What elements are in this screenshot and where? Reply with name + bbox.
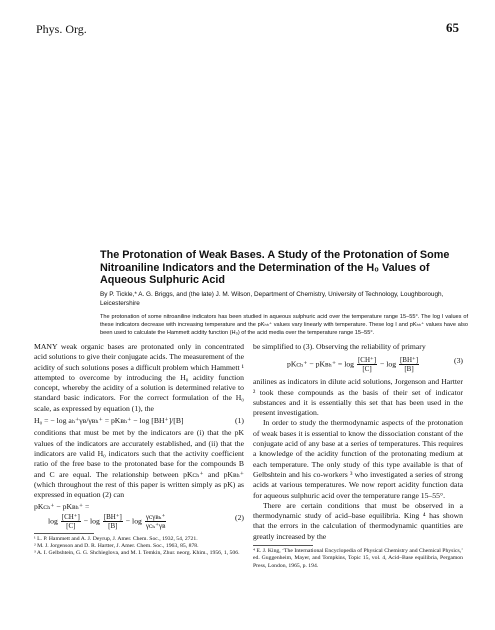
fraction-numerator: [BH⁺] <box>103 512 122 521</box>
equation-2-log-b: − log <box>83 516 100 526</box>
equation-2-lhs: pKᴄₕ⁺ − pKʙₕ⁺ = <box>34 502 90 512</box>
equation-2-fraction-1 <box>61 513 81 530</box>
footnote-3: ³ A. I. Gelbshtein, G. G. Shchieglova, and M. I. Temkin, Zhur. neorg. Khim., 1956, 1, 506. <box>34 550 240 557</box>
equation-2 <box>34 502 244 529</box>
footnote-2: ² M. J. Jorgenson and D. R. Hartter, J. Amer. Chem. Soc., 1963, 85, 878. <box>34 543 199 550</box>
intro-paragraph: MANY weak organic bases are protonated only in concentrated acid solutions to give their conjugate acids. The measurement of the acidity of such solutions poses a difficult problem which Hammett ¹ attempted to overcome by introducing the H₀ acidity function concept, whereby the acidity of a solution is determined relative to standard basic indicators. For the correct formulation of the H₀ scale, as expressed by equation (1), the <box>34 342 244 413</box>
fraction-denominator: [B] <box>404 365 414 374</box>
conditions-paragraph: conditions that must be met by the indicators are (i) that the pK values of the indicators are accurately established, and (ii) that the indicators are valid H₀ indicators such that the activity coefficient ratio of the free base to the protonated base for the compounds B and C are equal. The relationship between pKᴄₕ⁺ and pKʙₕ⁺ (which throughout the rest of this paper is written simply as pK) as expressed in equation (2) can <box>34 428 244 500</box>
equation-3-log-b: − log <box>379 359 397 369</box>
equation-3-lhs: pKᴄₕ⁺ − pKʙₕ⁺ = log <box>286 359 355 369</box>
equation-2-fraction-3 <box>145 513 167 530</box>
equation-3-fraction-1 <box>357 356 377 373</box>
footnote-4: ⁴ E. J. King, ‘The International Encyclopedia of Physical Chemistry and Chemical Physics,’ ed. Guggenheim, Mayer, and Tompkins, Topic 15, vol. 4, Acid–Base equilibria, Pergamon Press, London, 1965, p. 194. <box>253 548 463 569</box>
fraction-denominator: [B] <box>108 521 118 530</box>
left-column <box>34 342 244 558</box>
thermodynamics-paragraph: In order to study the thermodynamic aspects of the protonation of weak bases it is essential to know the dissociation constant of the conjugate acid of any base at a series of temperatures. This requires a knowledge of the acidity function of the protonating medium at each temperature. The only study of this type available is that of Gelbshtein and his co-workers ³ who investigated a series of strong acids at various temperatures. We now report acidity function data for aqueous sulphuric acid over the temperature range 15–55°. <box>253 418 463 500</box>
fraction-numerator: [CH⁺] <box>61 512 80 521</box>
indicators-paragraph: anilines as indicators in dilute acid solutions, Jorgenson and Hartter ² took these compounds as the basis of their set of indicator substances and it is essentially this set that has been used in the present investigation. <box>253 377 463 418</box>
right-column <box>253 342 463 570</box>
footnote-1: ¹ L. P. Hammett and A. J. Deyrup, J. Amer. Chem. Soc., 1932, 54, 2721. <box>34 535 198 542</box>
fraction-numerator: [BH⁺] <box>399 356 419 365</box>
page-number: 65 <box>446 20 459 35</box>
equation-3-fraction-2 <box>399 356 419 373</box>
equation-3 <box>253 356 463 373</box>
fraction-denominator: γᴄₕ⁺γʙ <box>145 521 166 530</box>
abstract: The protonation of some nitroaniline indicators has been studied in aqueous sulphuric acid over the temperature range 15–55°. The log I values of these indicators decrease with increasing temperature and the pKₕₕ⁺ values vary linearly with temperature. These log I and pKₕₕ⁺ values have also been used to calculate the Hammett acidity function (H₀) of the acid media over the temperature range 15–55°. <box>100 314 468 337</box>
fraction-numerator: [CH⁺] <box>357 356 377 365</box>
footnote-divider <box>34 533 94 534</box>
equation-1-number: (1) <box>235 416 244 426</box>
equation-1 <box>34 416 244 426</box>
journal-header: Phys. Org. <box>36 22 87 36</box>
simplify-paragraph: be simplified to (3). Observing the reliability of primary <box>253 342 426 351</box>
equation-3-number: (3) <box>454 356 463 366</box>
equation-2-log-c: − log <box>125 516 142 526</box>
equation-2-number: (2) <box>235 512 244 522</box>
equation-2-log-a: log <box>48 516 58 526</box>
fraction-numerator: γᴄγʙₕ⁺ <box>145 512 166 521</box>
fraction-denominator: [C] <box>66 521 76 530</box>
article-title: The Protonation of Weak Bases. A Study of the Protonation of Some Nitroaniline Indicators and the Determination of the H₀ Values of Aqueous Sulphuric Acid <box>100 249 450 286</box>
author-line: By P. Tickle,* A. G. Briggs, and (the late) J. M. Wilson, Department of Chemistry, University of Technology, Loughborough, Leicestershire <box>100 291 444 307</box>
conditions-paragraph-right: There are certain conditions that must be observed in a thermodynamic study of acid–base equilibria. King ⁴ has shown that the errors in the calculation of thermodynamic quantities are greatly increased by the <box>253 500 463 541</box>
footnote-divider <box>253 545 313 546</box>
fraction-denominator: [C] <box>362 365 372 374</box>
equation-2-fraction-2 <box>103 513 123 530</box>
equation-1-body: H₀ = − log aₕ⁺γʙ/γʙₕ⁺ = pKʙₕ⁺ − log [BH⁺]/[B] <box>34 416 184 426</box>
